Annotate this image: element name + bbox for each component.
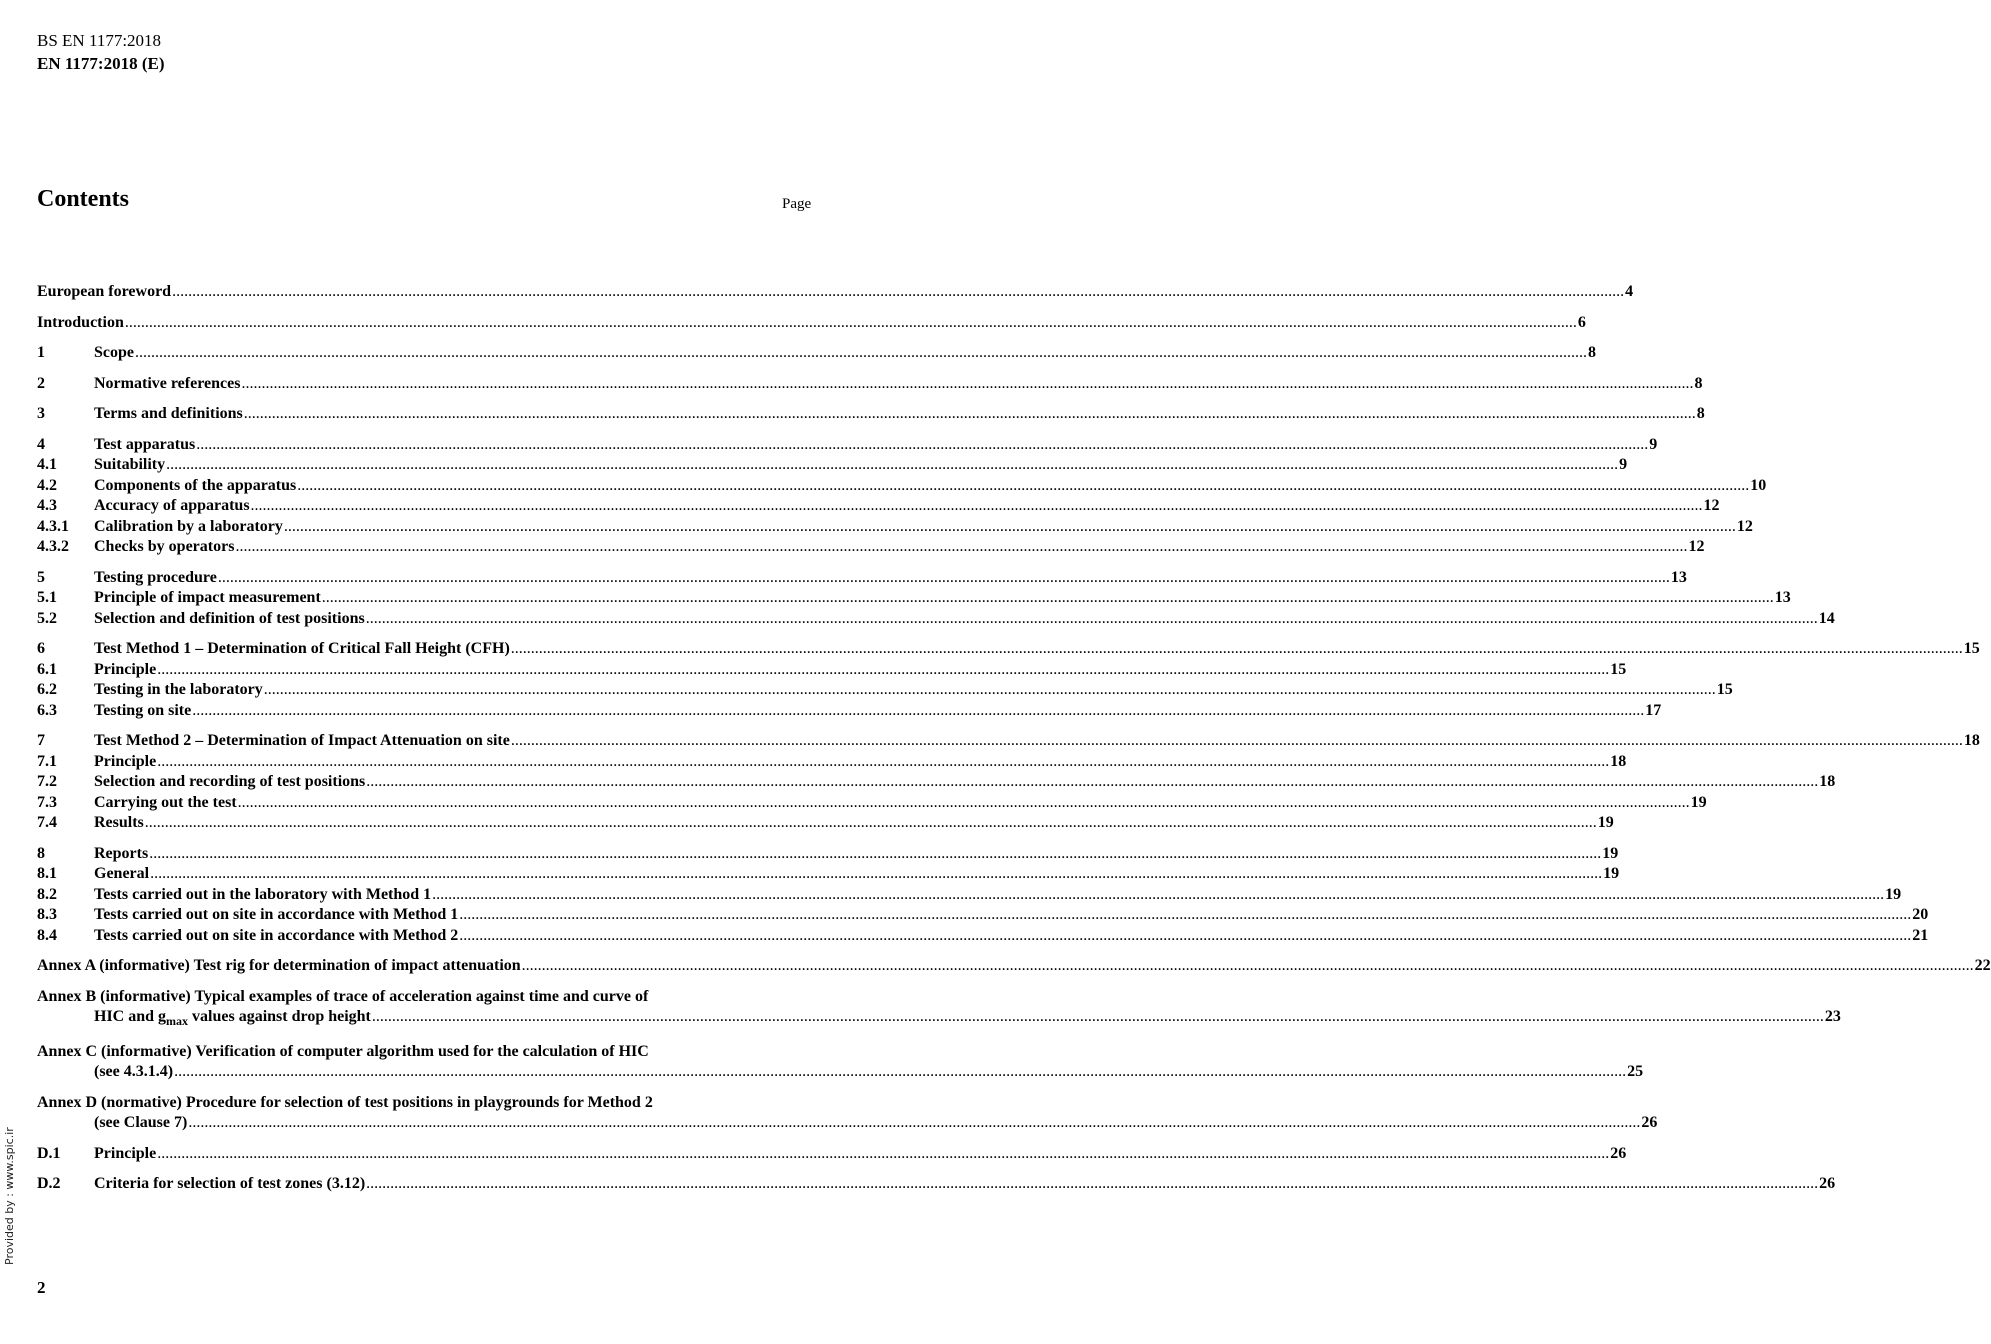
toc-entry[interactable] [37,404,1705,425]
toc-entry[interactable] [37,496,1720,517]
toc-entry-title: General [94,865,150,882]
toc-entry-title: Test Method 2 – Determination of Impact Attenuation on site [94,732,510,749]
toc-entry-annex-a[interactable] [37,956,1991,977]
annex-b-text-pre: HIC and g [94,1008,167,1025]
toc-entry-number: 8.3 [37,906,57,923]
toc-entry-page: 14 [1818,609,1835,627]
toc-entry-title: Normative references [94,374,241,392]
toc-entry-page: 6 [1577,313,1586,331]
toc-entry[interactable] [37,660,1627,681]
toc-entry-page: 12 [1703,497,1720,514]
toc-entry[interactable] [37,701,1662,722]
leader-dots [366,609,1818,630]
toc-entry-number: 2 [37,374,45,392]
leader-dots [145,813,1597,834]
toc-entry-number: 8 [37,844,45,862]
toc-entry-page: 10 [1750,476,1767,494]
toc-entry-line2 [37,1062,1644,1083]
toc-entry[interactable] [37,864,1620,885]
toc-entry-number: 4.3.2 [37,538,69,555]
toc-entry-page: 9 [1649,435,1658,453]
toc-entry-title-line2 [94,1007,371,1032]
leader-dots [157,660,1609,681]
toc-entry[interactable] [37,609,1835,630]
leader-dots [366,1174,1818,1195]
toc-entry-number: 4.2 [37,476,57,494]
toc-entry[interactable] [37,588,1791,609]
toc-entry-title: Results [94,814,144,831]
toc-entry-title: European foreword [37,283,172,300]
toc-entry-page: 8 [1588,344,1596,361]
toc-entry-number: 7.3 [37,793,57,811]
toc-entry-title: Introduction [37,313,124,331]
leader-dots [241,374,1693,395]
toc-entry-page: 18 [1963,732,1980,749]
leader-dots [135,343,1587,364]
toc-entry-page: 19 [1602,844,1619,862]
toc-entry-title: Tests carried out on site in accordance with Method 2 [94,926,459,944]
toc-entry[interactable] [37,374,1703,395]
toc-entry-page: 25 [1627,1063,1644,1080]
toc-entry-title: Components of the apparatus [94,476,297,494]
toc-entry[interactable] [37,517,1753,538]
toc-entry-page: 19 [1597,814,1614,831]
toc-entry-number: 4 [37,435,45,453]
toc-entry-page: 12 [1688,538,1705,555]
toc-entry-number: 5.2 [37,609,57,627]
toc-entry-line2 [37,1113,1658,1134]
toc-entry-number: 5.1 [37,589,57,606]
toc-entry-title: Terms and definitions [94,405,243,422]
leader-dots [322,588,1774,609]
toc-entry-page: 26 [1610,1144,1627,1162]
toc-entry-title: Testing procedure [94,568,217,586]
toc-entry[interactable] [37,885,1902,906]
leader-dots [511,731,1963,752]
leader-dots [244,404,1696,425]
page-number: 2 [37,1278,46,1297]
standard-code-english: EN 1177:2018 (E) [37,54,165,73]
toc-entry-page: 12 [1736,517,1753,535]
toc-entry-number: 6.1 [37,660,57,678]
leader-dots [125,313,1577,334]
toc-entry-number: D.1 [37,1144,61,1162]
toc-entry-page: 9 [1619,456,1628,473]
toc-entry-title: Test apparatus [94,435,196,453]
toc-entry-title: Reports [94,844,149,862]
toc-entry-title: Principle [94,660,157,678]
toc-entry[interactable] [37,282,1634,303]
toc-entry-title-line2: (see Clause 7) [94,1114,188,1131]
annex-b-text-post: values against drop height [188,1008,371,1025]
toc-entry-title: Selection and recording of test positions [94,773,366,790]
toc-entry[interactable] [37,844,1619,865]
leader-dots [297,476,1749,497]
toc-entry-title: Calibration by a laboratory [94,517,283,535]
toc-entry[interactable] [37,680,1733,701]
leader-dots [238,793,1690,814]
leader-dots [366,772,1818,793]
toc-entry-page: 13 [1774,589,1791,606]
toc-entry-number: 7 [37,732,45,749]
toc-entry-page: 19 [1603,865,1620,882]
leader-dots [157,1144,1609,1165]
toc-entry-number: 6 [37,640,45,657]
leader-dots [188,1113,1640,1134]
toc-entry[interactable] [37,568,1687,589]
provider-watermark-text: Provided by : www.spic.ir [3,1127,16,1265]
leader-dots [264,680,1716,701]
toc-entry-title-line1: Annex B (informative) Typical examples of trace of acceleration against time and curve of [37,987,649,1005]
leader-dots [372,1007,1824,1028]
toc-entry-page: 21 [1912,926,1929,944]
standard-code: BS EN 1177:2018 [37,31,162,50]
toc-entry-number: 6.2 [37,681,57,698]
toc-entry-title: Suitability [94,456,166,473]
toc-entry-title-line1: Annex C (informative) Verification of computer algorithm used for the calculation of HIC [37,1042,649,1060]
toc-entry-number: D.2 [37,1175,61,1192]
leader-dots [172,282,1624,303]
toc-entry[interactable] [37,476,1767,497]
leader-dots [511,639,1963,660]
toc-entry-page: 8 [1694,374,1703,392]
toc-entry-number: 4.3 [37,497,57,514]
toc-entry-page: 18 [1610,752,1627,770]
toc-entry-page: 4 [1625,283,1634,300]
toc-entry-page: 18 [1819,773,1836,790]
toc-entry-title: Tests carried out on site in accordance with Method 1 [94,906,459,923]
leader-dots [432,885,1884,906]
toc-entry-page: 26 [1819,1175,1836,1192]
table-of-contents [37,282,1991,1195]
leader-dots [459,926,1911,947]
leader-dots [174,1062,1626,1083]
toc-entry-title: Accuracy of apparatus [94,497,250,514]
toc-entry[interactable] [37,731,1980,752]
toc-entry-annex-b[interactable] [37,987,1841,1032]
leader-dots [166,455,1618,476]
toc-entry-number: 7.4 [37,814,57,831]
toc-entry-title: Testing in the laboratory [94,681,263,698]
leader-dots [150,864,1602,885]
toc-entry-number: 4.1 [37,456,57,473]
toc-entry-page: 15 [1716,681,1733,698]
toc-entry-title: Testing on site [94,701,192,719]
toc-entry-page: 26 [1641,1114,1658,1131]
toc-entry[interactable] [37,905,1929,926]
toc-entry[interactable] [37,813,1614,834]
leader-dots [196,435,1648,456]
annex-b-subscript: max [166,1014,189,1028]
toc-entry-title-line2: (see 4.3.1.4) [94,1063,174,1080]
toc-entry-title: Tests carried out in the laboratory with Method 1 [94,885,432,903]
toc-entry-number: 3 [37,405,45,422]
toc-entry-page: 15 [1610,660,1627,678]
leader-dots [522,956,1974,977]
toc-entry[interactable] [37,639,1980,660]
toc-entry-annex-d[interactable] [37,1093,1658,1134]
toc-entry-title: Principle [94,1144,157,1162]
toc-entry-page: 8 [1696,405,1705,422]
toc-entry-number: 7.2 [37,773,57,790]
toc-entry[interactable] [37,537,1705,558]
toc-entry-title: Principle of impact measurement [94,589,321,606]
toc-entry-number: 7.1 [37,752,57,770]
toc-entry-page: 15 [1963,640,1980,657]
leader-dots [235,537,1687,558]
toc-entry-title: Test Method 1 – Determination of Critical Fall Height (CFH) [94,640,510,657]
toc-entry[interactable] [37,455,1628,476]
toc-entry-page: 19 [1885,885,1902,903]
toc-entry-title-line1: Annex D (normative) Procedure for selection of test positions in playgrounds for Method 2 [37,1093,653,1111]
toc-entry-number: 4.3.1 [37,517,69,535]
leader-dots [459,905,1911,926]
toc-entry-page: 13 [1670,568,1687,586]
leader-dots [251,496,1703,517]
toc-entry-number: 6.3 [37,701,57,719]
leader-dots [284,517,1736,538]
toc-entry[interactable] [37,793,1707,814]
toc-entry-page: 17 [1645,701,1662,719]
leader-dots [157,752,1609,773]
toc-entry-title: Checks by operators [94,538,235,555]
toc-entry[interactable] [37,343,1596,364]
contents-title: Contents [37,186,130,212]
toc-entry-title: Annex A (informative) Test rig for determination of impact attenuation [37,957,521,974]
leader-dots [192,701,1644,722]
toc-entry-page: 23 [1824,1008,1841,1025]
toc-entry-annex-c[interactable] [37,1042,1644,1083]
toc-entry-d2[interactable] [37,1174,1836,1195]
toc-entry-page: 20 [1912,906,1929,923]
toc-entry-number: 8.2 [37,885,57,903]
toc-entry-title: Scope [94,344,134,361]
toc-entry-number: 8.1 [37,865,57,882]
toc-entry[interactable] [37,752,1627,773]
toc-entry-title: Principle [94,752,157,770]
toc-entry-number: 8.4 [37,926,57,944]
toc-entry-title: Selection and definition of test positions [94,609,365,627]
toc-entry-number: 5 [37,568,45,586]
toc-entry[interactable] [37,313,1586,334]
page-column-label: Page [782,196,812,212]
toc-entry-line2 [37,1007,1841,1032]
toc-entry[interactable] [37,772,1836,793]
toc-entry-number: 1 [37,344,45,361]
toc-entry[interactable] [37,435,1658,456]
toc-entry-page: 19 [1690,793,1707,811]
toc-entry-title: Carrying out the test [94,793,237,811]
toc-entries [37,282,1980,946]
leader-dots [218,568,1670,589]
toc-entry[interactable] [37,926,1929,947]
toc-entry-page: 22 [1974,957,1991,974]
leader-dots [149,844,1601,865]
toc-entry-d1[interactable] [37,1144,1627,1165]
toc-entry-title: Criteria for selection of test zones (3.12) [94,1175,366,1192]
